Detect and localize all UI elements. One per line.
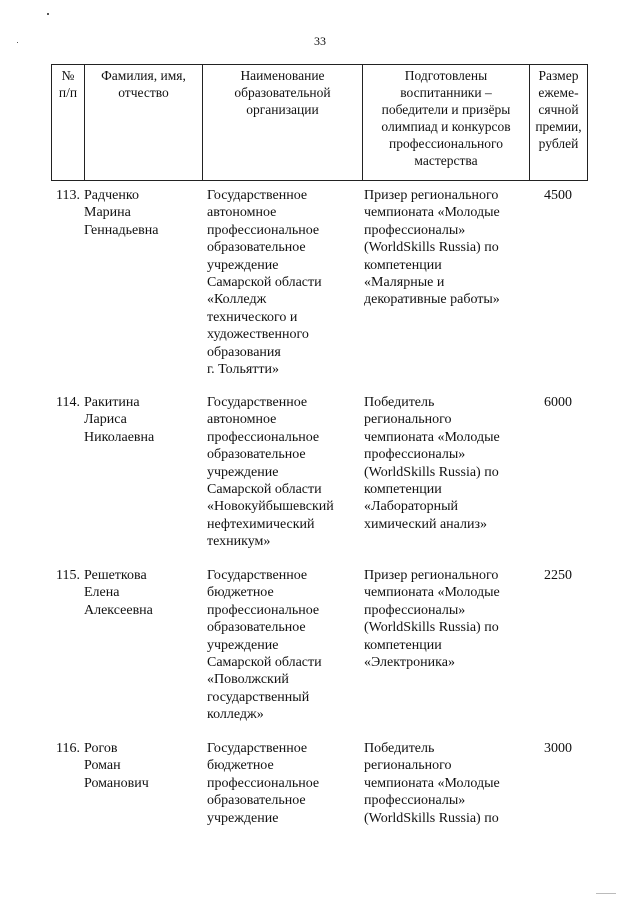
scan-speck <box>596 893 616 894</box>
header-organization: Наименование образовательной организации <box>203 65 363 181</box>
header-number: № п/п <box>52 65 85 181</box>
achievement-text: Победитель регионального чемпионата «Молодые профессионалы» (WorldSkills Russia) по <box>364 741 500 826</box>
achievement-text: Призер регионального чемпионата «Молодые профессионалы» (WorldSkills Russia) по компетенции «Малярные и декоративные работы» <box>364 188 500 308</box>
row-number: 116. <box>56 741 80 756</box>
organization-name: Государственное бюджетное профессиональное образовательное учреждение Самарской области «Поволжский государственный колледж» <box>207 568 322 723</box>
header-full-name: Фамилия, имя, отчество <box>85 65 203 181</box>
achievement-text: Призер регионального чемпионата «Молодые профессионалы» (WorldSkills Russia) по компетенции «Электроника» <box>364 568 500 671</box>
person-name: Рогов Роман Романович <box>84 741 149 791</box>
prize-amount: 4500 <box>544 188 572 203</box>
row-number: 115. <box>56 568 80 583</box>
row-number: 114. <box>56 395 80 410</box>
organization-name: Государственное бюджетное профессиональное образовательное учреждение <box>207 741 320 826</box>
prize-amount: 3000 <box>544 741 572 756</box>
row-number: 113. <box>56 188 80 203</box>
page-number: 33 <box>314 34 326 48</box>
prize-amount: 6000 <box>544 395 572 410</box>
table-header <box>51 64 588 181</box>
scan-speck <box>47 13 49 15</box>
scan-speck <box>17 42 18 43</box>
person-name: Решеткова Елена Алексеевна <box>84 568 153 618</box>
achievement-text: Победитель регионального чемпионата «Молодые профессионалы» (WorldSkills Russia) по компетенции «Лабораторный химический анализ» <box>364 395 500 532</box>
organization-name: Государственное автономное профессиональное образовательное учреждение Самарской области «Новокуйбышевский нефтехимический техникум» <box>207 395 334 550</box>
prize-amount: 2250 <box>544 568 572 583</box>
header-achievement: Подготовлены воспитанники – победители и призёры олимпиад и конкурсов профессионального мастерства <box>363 65 530 181</box>
organization-name: Государственное автономное профессиональное образовательное учреждение Самарской области «Колледж технического и художественного образования г. Тольятти» <box>207 188 322 378</box>
person-name: Радченко Марина Геннадьевна <box>84 188 159 238</box>
header-prize: Размер ежеме- сячной премии, рублей <box>530 65 588 181</box>
person-name: Ракитина Лариса Николаевна <box>84 395 155 445</box>
